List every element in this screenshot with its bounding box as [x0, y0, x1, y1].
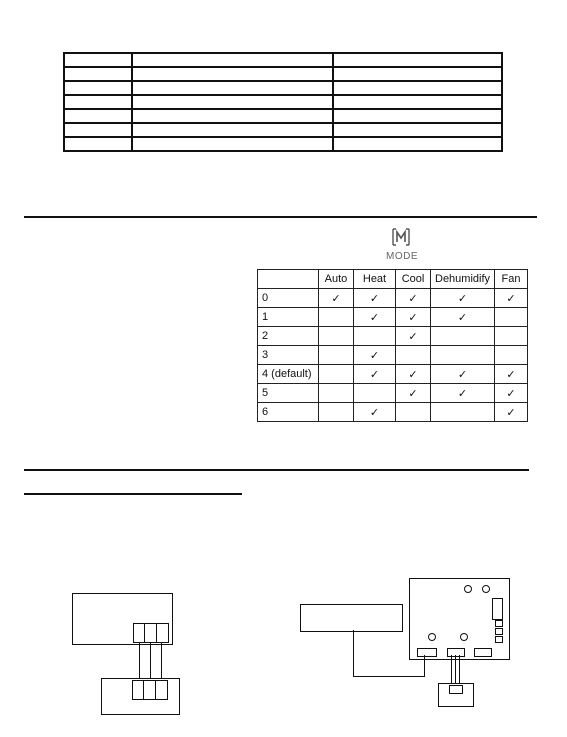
board-connector	[495, 620, 503, 627]
mode-number: 5	[258, 384, 319, 403]
table-cell	[132, 53, 333, 67]
check-mark-cell	[319, 365, 354, 384]
table-cell	[132, 81, 333, 95]
check-mark-cell	[319, 403, 354, 422]
mode-table-header: Cool	[396, 270, 431, 289]
mode-number: 6	[258, 403, 319, 422]
check-mark-cell: ✓	[396, 289, 431, 308]
check-mark-cell	[495, 327, 528, 346]
table-row	[258, 384, 528, 403]
table-cell	[64, 123, 132, 137]
check-mark-cell: ✓	[495, 289, 528, 308]
check-mark-cell	[319, 346, 354, 365]
mode-table-header: Heat	[354, 270, 396, 289]
terminal-divider	[156, 623, 157, 642]
check-mark-cell: ✓	[431, 365, 495, 384]
board-header	[492, 598, 503, 620]
check-mark-cell: ✓	[495, 365, 528, 384]
mode-table-header: Fan	[495, 270, 528, 289]
section-rule	[24, 469, 529, 471]
table-row	[64, 95, 502, 109]
terminal-block-lower	[132, 680, 168, 700]
table-cell	[64, 53, 132, 67]
table-cell	[132, 137, 333, 151]
terminal-block-upper	[133, 623, 169, 643]
mount-hole	[482, 585, 490, 593]
table-cell	[64, 137, 132, 151]
check-mark-cell	[396, 403, 431, 422]
check-mark-cell: ✓	[495, 403, 528, 422]
check-mark-cell	[319, 327, 354, 346]
mode-table-header	[258, 270, 319, 289]
heading-underline	[24, 493, 242, 495]
table-row	[64, 67, 502, 81]
check-mark-cell	[431, 346, 495, 365]
check-mark-cell: ✓	[396, 384, 431, 403]
table-row	[64, 81, 502, 95]
check-mark-cell	[319, 384, 354, 403]
wire	[150, 642, 151, 682]
table-cell	[132, 123, 333, 137]
table-row	[64, 109, 502, 123]
thermostat-box	[300, 604, 403, 632]
check-mark-cell	[354, 384, 396, 403]
check-mark-cell	[495, 308, 528, 327]
mode-number: 1	[258, 308, 319, 327]
wire	[139, 642, 140, 682]
sensor-terminal	[449, 685, 463, 694]
check-mark-cell: ✓	[354, 365, 396, 384]
board-terminal	[474, 648, 492, 657]
check-mark-cell: ✓	[319, 289, 354, 308]
check-mark-cell: ✓	[495, 384, 528, 403]
table-row	[258, 327, 528, 346]
mode-table-header: Auto	[319, 270, 354, 289]
table-row	[64, 137, 502, 151]
mode-icon	[390, 226, 412, 248]
board-connector	[495, 628, 503, 635]
table-row	[258, 346, 528, 365]
check-mark-cell	[396, 346, 431, 365]
wire	[353, 630, 354, 677]
mount-hole	[464, 585, 472, 593]
table-row	[64, 123, 502, 137]
check-mark-cell: ✓	[431, 384, 495, 403]
check-mark-cell: ✓	[354, 289, 396, 308]
check-mark-cell	[431, 403, 495, 422]
mount-hole	[460, 633, 468, 641]
mode-number: 2	[258, 327, 319, 346]
check-mark-cell: ✓	[431, 308, 495, 327]
section-rule	[24, 216, 537, 218]
check-mark-cell: ✓	[396, 365, 431, 384]
table-cell	[333, 109, 502, 123]
wire	[161, 642, 162, 682]
table-cell	[64, 95, 132, 109]
terminal-divider	[155, 680, 156, 699]
check-mark-cell	[431, 327, 495, 346]
mode-table	[257, 269, 528, 422]
check-mark-cell: ✓	[354, 308, 396, 327]
table-cell	[64, 81, 132, 95]
check-mark-cell	[319, 308, 354, 327]
table-row	[258, 308, 528, 327]
table-cell	[132, 95, 333, 109]
table-row	[258, 365, 528, 384]
table-row	[258, 289, 528, 308]
mode-table-header: Dehumidify	[431, 270, 495, 289]
table-cell	[333, 81, 502, 95]
table-cell	[132, 109, 333, 123]
table-cell	[333, 53, 502, 67]
table-cell	[64, 67, 132, 81]
table-row	[64, 53, 502, 67]
table-cell	[132, 67, 333, 81]
terminal-divider	[144, 623, 145, 642]
board-connector	[495, 636, 503, 643]
table-cell	[333, 95, 502, 109]
check-mark-cell: ✓	[354, 346, 396, 365]
top-table	[63, 52, 503, 152]
table-cell	[333, 137, 502, 151]
check-mark-cell	[495, 346, 528, 365]
mount-hole	[428, 633, 436, 641]
table-row	[258, 403, 528, 422]
check-mark-cell: ✓	[354, 403, 396, 422]
table-cell	[333, 67, 502, 81]
table-cell	[333, 123, 502, 137]
check-mark-cell	[354, 327, 396, 346]
mode-number: 3	[258, 346, 319, 365]
board-terminal	[447, 648, 465, 657]
table-cell	[64, 109, 132, 123]
wire	[424, 655, 425, 677]
board-terminal	[417, 648, 437, 657]
mode-label: MODE	[386, 251, 418, 262]
mode-number: 0	[258, 289, 319, 308]
check-mark-cell: ✓	[431, 289, 495, 308]
check-mark-cell: ✓	[396, 308, 431, 327]
mode-number: 4 (default)	[258, 365, 319, 384]
terminal-divider	[143, 680, 144, 699]
check-mark-cell: ✓	[396, 327, 431, 346]
wire	[353, 676, 425, 677]
